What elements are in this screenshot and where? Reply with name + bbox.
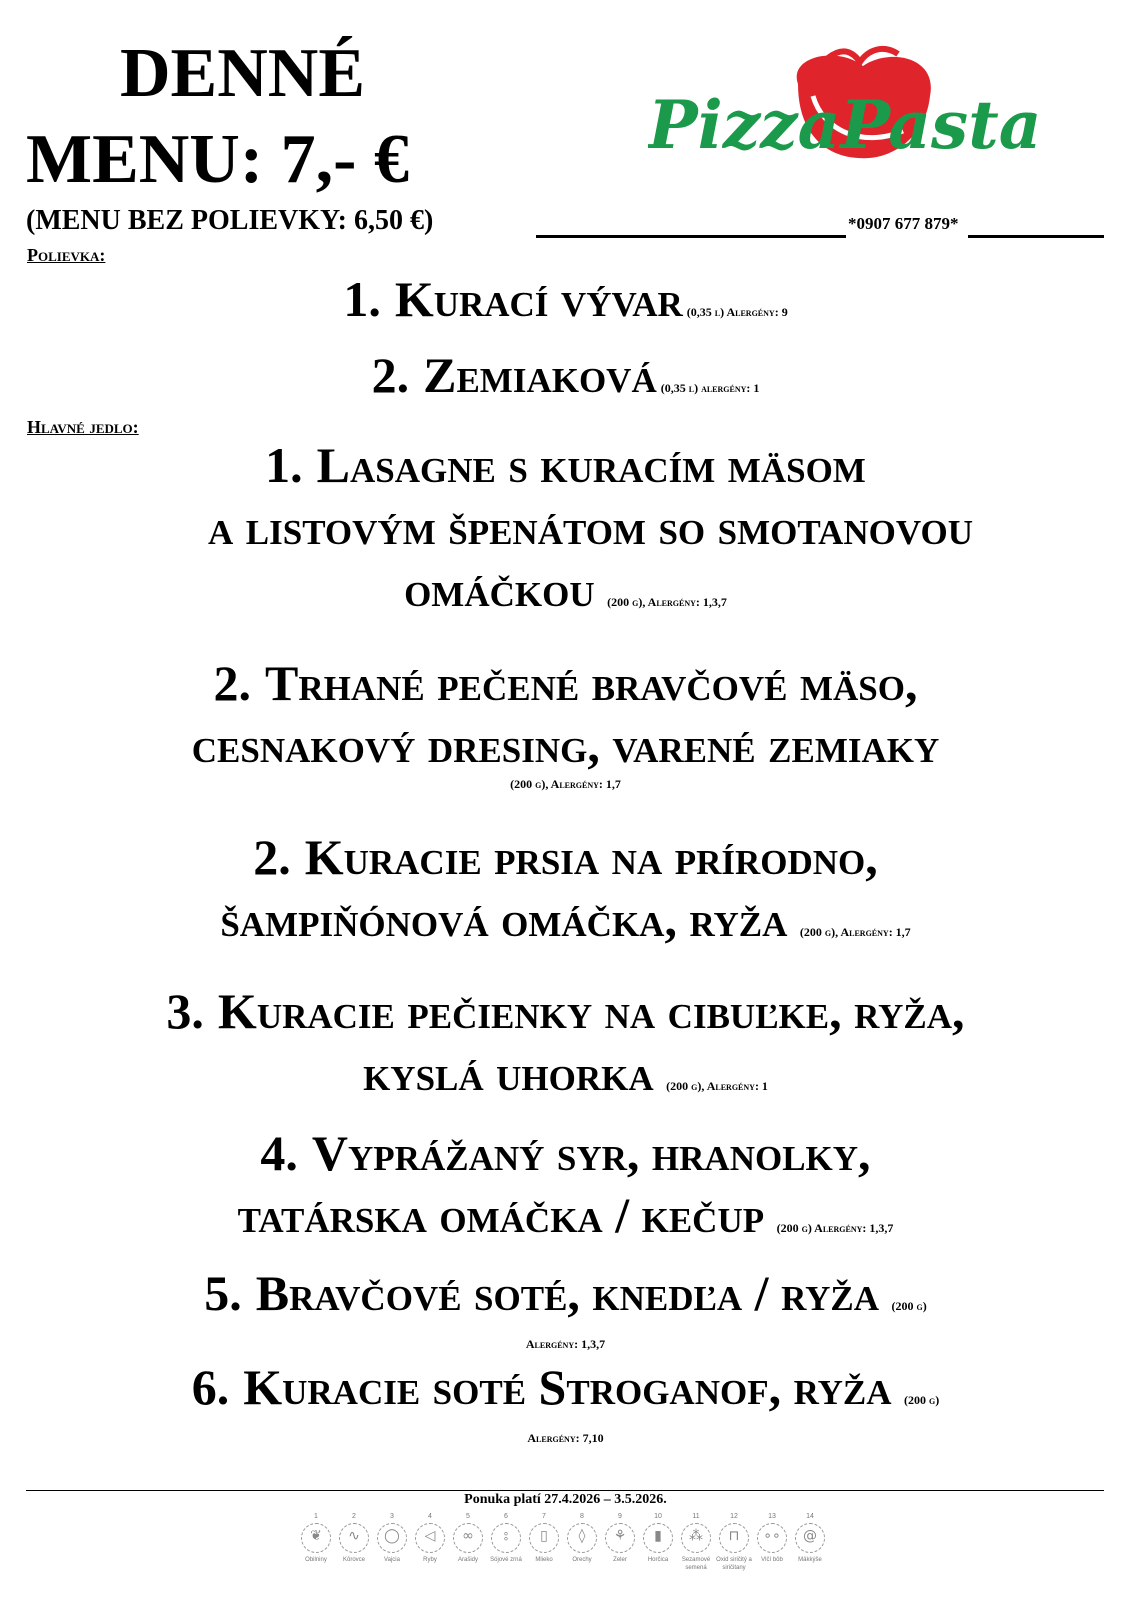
allergen-6: 6 ⦂ Sójové zrná	[490, 1513, 522, 1563]
allergen-4: 4 ◁ Ryby	[410, 1512, 450, 1564]
main-item-3: 3. Kuracie pečienky na cibuľke, ryža, kyslá uhorka (200 g), Alergény: 1	[166, 983, 965, 1101]
logo-text: PizzaPasta	[648, 86, 1042, 164]
allergen-3: 3 ◯ Vajcia	[372, 1512, 412, 1564]
page-title-price: MENU: 7,- €	[26, 121, 409, 198]
soup-section-label: Polievka:	[27, 245, 106, 265]
subtitle-row	[26, 204, 1104, 238]
soup-item-1: 1. Kurací vývar (0,35 l) Alergény: 9	[343, 271, 788, 327]
allergen-11: 11 ⁂ Sezamové semená	[681, 1513, 711, 1571]
peanut-icon: ∞	[453, 1523, 483, 1553]
mustard-icon: ▮	[643, 1523, 673, 1553]
allergen-legend	[296, 1512, 846, 1584]
celery-icon: ⚘	[605, 1523, 635, 1553]
lupin-icon: ∘∘	[757, 1523, 787, 1553]
allergen-13: 13 ∘∘ Vlčí bôb	[752, 1512, 792, 1564]
allergen-12: 12 ⊓ Oxid siričitý a siričitany	[716, 1513, 752, 1571]
main-item-2b: 2. Kuracie prsia na prírodno, šampiňónová omáčka, ryža (200 g), Alergény: 1,7	[220, 829, 911, 947]
milk-icon: ▯	[529, 1523, 559, 1553]
sulphite-icon: ⊓	[719, 1523, 749, 1553]
menu-without-soup-price: (MENU BEZ POLIEVKY: 6,50 €)	[26, 205, 434, 236]
main-item-1: 1. Lasagne s kuracím mäsom a listovým špenátom so smotanovou omáčkou (200 g), Alergény: 1,3,7	[208, 437, 973, 617]
allergen-10: 10 ▮ Horčica	[638, 1512, 678, 1564]
soy-icon: ⦂	[491, 1523, 521, 1553]
sesame-icon: ⁂	[681, 1523, 711, 1553]
main-item-6: 6. Kuracie soté Stroganof, ryža (200 g) Alergény: 7,10	[191, 1359, 940, 1445]
page-title-line1: DENNÉ	[120, 35, 366, 112]
allergen-8: 8 ◊ Orechy	[562, 1512, 602, 1564]
mollusc-icon: @	[795, 1523, 825, 1553]
pizzapasta-logo	[648, 36, 1088, 206]
main-item-2: 2. Trhané pečené bravčové mäso, cesnakový dresing, varené zemiaky (200 g), Alergény: 1,7	[191, 655, 940, 791]
allergen-7: 7 ▯ Mlieko	[524, 1512, 564, 1564]
shrimp-icon: ∿	[339, 1523, 369, 1553]
allergen-2: 2 ∿ Kôrovce	[334, 1512, 374, 1564]
phone-number: *0907 677 879*	[848, 214, 959, 233]
allergen-1: 1 ❦ Obilniny	[296, 1512, 336, 1564]
allergen-14: 14 @ Mäkkýše	[790, 1512, 830, 1564]
underline-rule	[968, 235, 1104, 238]
main-item-5: 5. Bravčové soté, knedľa / ryža (200 g) Alergény: 1,3,7	[204, 1265, 927, 1351]
nut-icon: ◊	[567, 1523, 597, 1553]
egg-icon: ◯	[377, 1523, 407, 1553]
underline-rule	[536, 235, 846, 238]
wheat-icon: ❦	[301, 1523, 331, 1553]
offer-validity: Ponuka platí 27.4.2026 – 3.5.2026.	[464, 1492, 667, 1507]
soup-item-2: 2. Zemiaková (0,35 l) alergény: 1	[371, 347, 760, 403]
main-item-4: 4. Vyprážaný syr, hranolky, tatárska omáčka / kečup (200 g) Alergény: 1,3,7	[237, 1125, 894, 1243]
allergen-9: 9 ⚘ Zeler	[600, 1512, 640, 1564]
fish-icon: ◁	[415, 1523, 445, 1553]
main-course-section-label: Hlavné jedlo:	[27, 417, 139, 437]
allergen-5: 5 ∞ Arašidy	[448, 1512, 488, 1564]
